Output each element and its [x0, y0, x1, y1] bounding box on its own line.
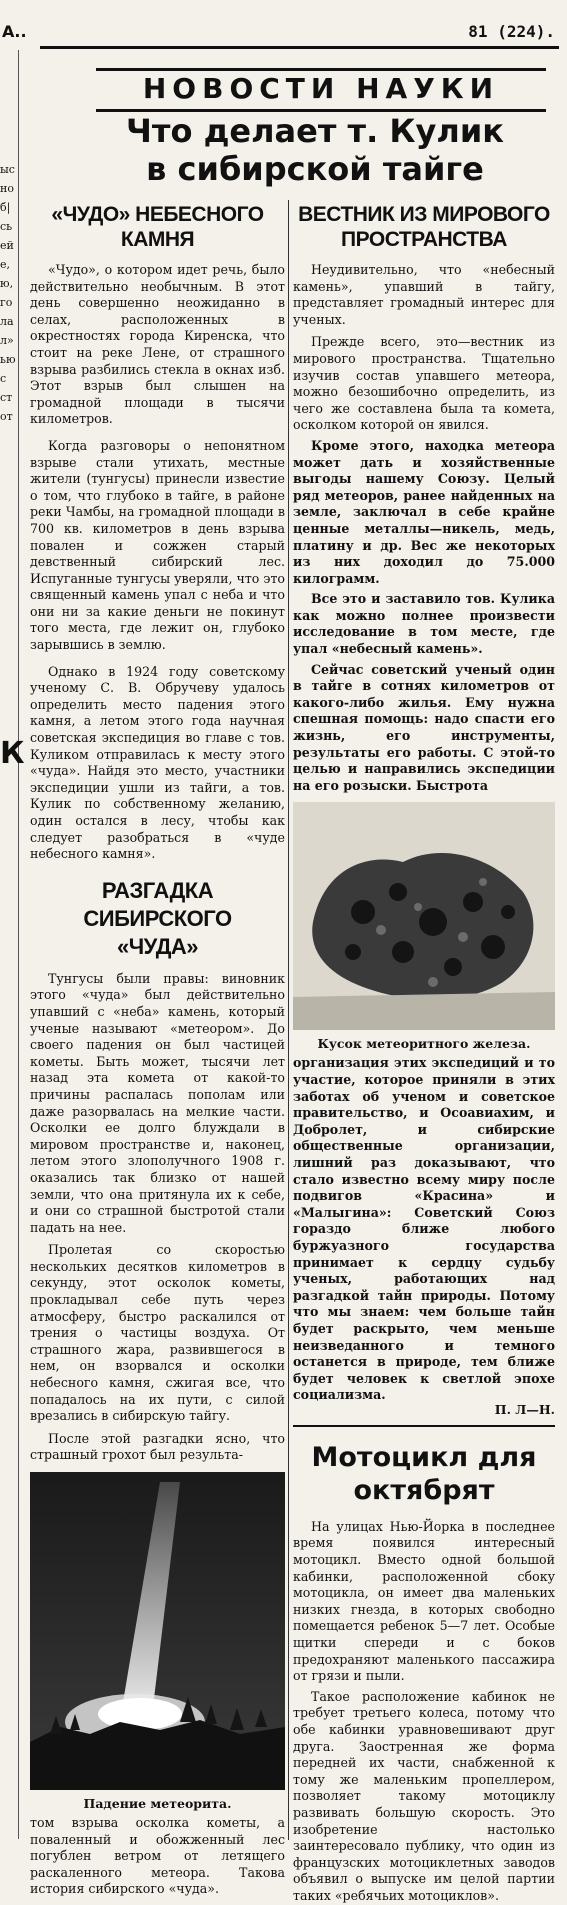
article-separator [293, 1425, 555, 1427]
page-number: 81 (224). [468, 22, 555, 41]
margin-fragment: но [0, 182, 14, 195]
margin-fragment: ла [0, 315, 14, 328]
margin-fragment: ыс [0, 163, 15, 176]
meteorite-fall-illustration [30, 1472, 285, 1790]
paragraph: «Чудо», о котором идет речь, было действительно необычным. В этот день совершенно неожиданно в селах, расположенных в окрестностях города Киренска, что стоит на реке Лене, от страшного взрыва разбились стекла в окнах изб. Этот взрыв был слышен на громадной площади в тысячи километров. [30, 262, 285, 427]
paragraph: Сейчас советский ученый один в тайге в сотнях километров от какого-либо жилья. Ему нужна спешная помощь: надо спасти его жизнь, его инструменты, результаты его работы. С этой-то целью и направились экспедиции на его розыски. Быстрота [293, 661, 555, 793]
margin-fragment: го [0, 296, 13, 309]
margin-fragment: ью [0, 353, 16, 366]
photo-caption: Падение метеорита. [83, 1796, 232, 1811]
photo-caption: Кусок метеоритного железа. [317, 1036, 531, 1052]
article-heading-vestnik: ВЕСТНИК ИЗ МИРОВОГО ПРОСТРАНСТВА [298, 203, 550, 251]
main-title: Что делает т. Кулик в сибирской тайге [126, 112, 504, 188]
margin-fragment: с [0, 372, 7, 385]
section-heading: НОВОСТИ НАУКИ [96, 68, 546, 112]
paragraph: Прежде всего, это—вестник из мирового пространства. Тщательно изучив состав упавшего метеора, можно безошибочно определить, из чего же составлена была та комета, осколком которой он явился. [293, 334, 555, 433]
margin-fragment: сь [0, 220, 13, 233]
paragraph: Тунгусы были правы: виновник этого «чуда» был действительно упавший с «неба» камень, который ученые называют «метеором». До своего падения он был частицей кометы. Быть может, тысячи лет назад эта комета от какой-то причины распалась пополам или даже разорвалась на мелкие части. Осколки ее долго блуждали в мировом пространстве и, наконец, летом этого злополучного 1908 г. оказались так близко от нашей земли, что она притянула их к себе, и они со страшной быстротой стали падать на нее. [30, 970, 285, 1235]
paragraph: Неудивительно, что «небесный камень», упавший в тайгу, представляет громадный интерес для ученых. [293, 262, 555, 327]
page-header [0, 0, 567, 44]
paragraph: Пролетая со скоростью нескольких десятков километров в секунду, этот осколок кометы, прокладывал себе путь через атмосферу, быстро раскалился от трения о частицы воздуха. От страшного жара, развившегося в нем, он взорвался и осколки небесного камня, сжигая все, что попадалось на их пути, с силой врезались в сибирскую тайгу. [30, 1242, 285, 1424]
article-heading-chudo: «ЧУДО» НЕБЕСНОГО КАМНЯ [51, 203, 264, 251]
paragraph: Такое расположение кабинок не требует третьего колеса, потому что обе кабинки уравновешивают друг друга. Заостренная же форма передней их части, снабженной к тому же маленьким пропеллером, позволяет такому мотоциклу развивать большую скорость. Это изобретение настолько заинтересовало публику, что один из французских мотоциклетных заводов объявил о выпуске им целой партии таких «ребячьих мотоциклов». [293, 1688, 555, 1903]
margin-fragment: л» [0, 334, 14, 347]
paragraph: том взрыва осколка кометы, а поваленный и обожженный лес погублен ветром от летящего раскаленного метеора. Такова история сибирского «чуда». [30, 1815, 285, 1897]
header-corner-text: А.. [2, 22, 27, 41]
iron-meteorite-photo [293, 802, 555, 1030]
left-margin-big-letter: К [0, 736, 25, 771]
meteorite-fall-photo [30, 1472, 285, 1790]
iron-meteorite-illustration [293, 802, 555, 1030]
author-signature: П. Л—Н. [494, 1401, 555, 1417]
left-column [30, 202, 285, 1898]
paragraph: После этой разгадки ясно, что страшный грохот был результа- [30, 1430, 285, 1463]
margin-fragment: от [0, 410, 13, 423]
margin-fragment: ей [0, 239, 14, 252]
article-heading-motocikl: Мотоцикл для октябрят [311, 1441, 537, 1506]
paragraph: организация этих экспедиций и то участие, которое приняли в этих заботах об ученом и советское правительство, и Осоавиахим, и Добролет, и сибирские общественные организации, лишний раз доказывают, что стало известно всему миру после подвигов «Красина» и «Малыгина»: Советский Союз гораздо ближе любого буржуазного государства принимает к сердцу судьбу ученых, работающих над разгадкой тайн природы. Потому что мы знаем: чем больше тайн будет раскрыто, чем меньше неизведанного и темного останется в природе, тем ближе будет человек к светлой эпохе социализма. [293, 1055, 555, 1403]
paragraph: Когда разговоры о непонятном взрыве стали утихать, местные жители (тунгусы) принесли известие о том, что глубоко в тайге, в районе реки Чамбы, на громадной площади в 700 кв. километров в день взрыва повален и сожжен старый девственный сибирский лес. Испуганные тунгусы уверяли, что это священный камень упал с неба и что они ни за какие деньги не покинут того места, где лежит он, глубоко зарывшись в землю. [30, 437, 285, 653]
paragraph: Все это и заставило тов. Кулика как можно полнее произвести исследование в том месте, где упал «небесный камень». [293, 591, 555, 657]
header-rule [40, 46, 559, 49]
paragraph: Кроме этого, находка метеора может дать и хозяйственные выгоды нашему Союзу. Целый ряд метеоров, ранее найденных на земле, заключал в себе крайне ценные металлы—никель, медь, платину и др. Вес же некоторых из них доходил до 75.000 килограмм. [293, 437, 555, 586]
margin-fragment: е, [0, 258, 11, 271]
right-column [293, 202, 555, 1905]
article-heading-razgadka: РАЗГАДКА СИБИРСКОГО «ЧУДА» [83, 877, 232, 959]
column-divider [288, 200, 289, 1840]
paragraph: Однако в 1924 году советскому ученому С. В. Обручеву удалось определить место падения этого камня, а летом этого года научная советская экспедиция во главе с тов. Куликом отправилась к месту этого «чуда». Найдя это место, участники экспедиции ушли из тайги, а тов. Кулик по собственному желанию, один остался в лесу, чтобы как следует разобраться в «чуде небесного камня». [30, 663, 285, 862]
margin-fragment: ю, [0, 277, 14, 290]
margin-fragment: б| [0, 201, 11, 214]
paragraph: На улицах Нью-Йорка в последнее время появился интересный мотоцикл. Вместо одной большой кабинки, расположенной сбоку мотоцикла, он имеет два маленьких низких гнезда, в которых свободно помещается ребенок 5—7 лет. Особые щитки спереди и с боков предохраняют маленького пассажира от грязи и пыли. [293, 1518, 555, 1684]
left-margin-strip [0, 50, 25, 1839]
margin-fragment: ст [0, 391, 13, 404]
left-margin-fragments [0, 160, 18, 426]
